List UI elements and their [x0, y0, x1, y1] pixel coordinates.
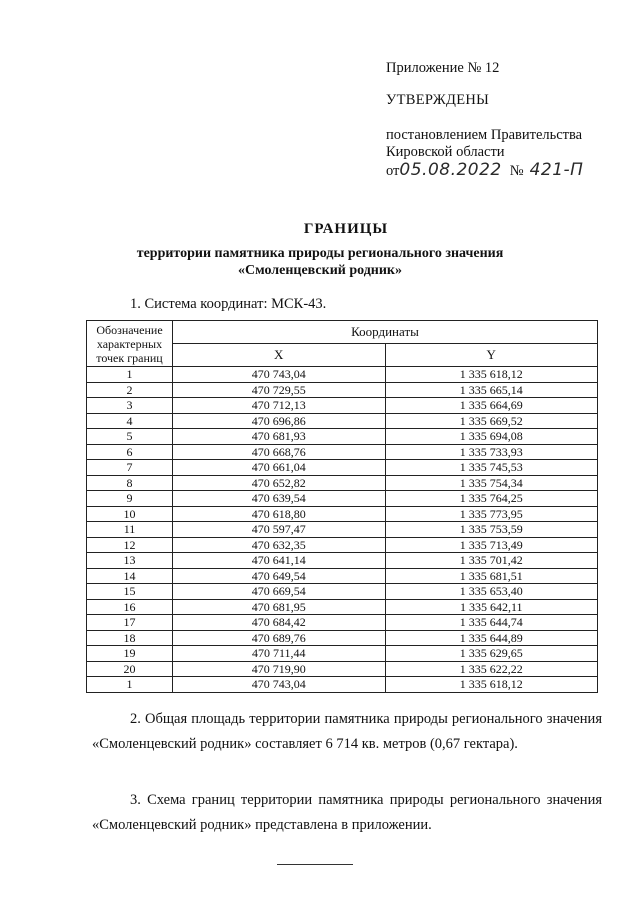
- cell-y: 1 335 664,69: [385, 398, 598, 414]
- table-row: [87, 506, 598, 522]
- table-row: [87, 630, 598, 646]
- cell-y: 1 335 618,12: [385, 367, 598, 383]
- cell-y: 1 335 618,12: [385, 677, 598, 693]
- table-row: [87, 460, 598, 476]
- title-line-1: территории памятника природы регионального значения: [136, 246, 504, 261]
- table-row: [87, 537, 598, 553]
- cell-point: 11: [87, 522, 173, 538]
- table-row: [87, 584, 598, 600]
- cell-x: 470 668,76: [173, 444, 386, 460]
- cell-x: 470 729,55: [173, 382, 386, 398]
- cell-x: 470 618,80: [173, 506, 386, 522]
- cell-x: 470 743,04: [173, 677, 386, 693]
- cell-y: 1 335 701,42: [385, 553, 598, 569]
- cell-y: 1 335 753,59: [385, 522, 598, 538]
- table-row: [87, 382, 598, 398]
- cell-point: 4: [87, 413, 173, 429]
- cell-point: 8: [87, 475, 173, 491]
- cell-point: 2: [87, 382, 173, 398]
- paragraph-area: [92, 707, 602, 757]
- cell-y: 1 335 754,34: [385, 475, 598, 491]
- cell-y: 1 335 622,22: [385, 661, 598, 677]
- cell-x: 470 689,76: [173, 630, 386, 646]
- header-coordinates: Координаты: [173, 321, 598, 344]
- title-main: ГРАНИЦЫ: [303, 221, 389, 237]
- decree-date-number: [386, 162, 626, 180]
- cell-point: 1: [87, 677, 173, 693]
- table-row: [87, 522, 598, 538]
- cell-y: 1 335 681,51: [385, 568, 598, 584]
- coordinates-body: [87, 367, 598, 693]
- table-row: [87, 599, 598, 615]
- cell-y: 1 335 694,08: [385, 429, 598, 445]
- table-row: [87, 568, 598, 584]
- coordinates-table: [86, 320, 598, 693]
- cell-point: 9: [87, 491, 173, 507]
- cell-x: 470 743,04: [173, 367, 386, 383]
- table-row: [87, 398, 598, 414]
- cell-x: 470 669,54: [173, 584, 386, 600]
- cell-y: 1 335 745,53: [385, 460, 598, 476]
- header-designation: Обозначение характерных точек границ: [87, 321, 173, 367]
- cell-y: 1 335 642,11: [385, 599, 598, 615]
- cell-x: 470 684,42: [173, 615, 386, 631]
- cell-y: 1 335 764,25: [385, 491, 598, 507]
- approved-label: УТВЕРЖДЕНЫ: [386, 92, 490, 108]
- handwritten-number: 421-П: [529, 160, 584, 180]
- table-row: [87, 553, 598, 569]
- from-label: от: [386, 163, 400, 179]
- cell-x: 470 652,82: [173, 475, 386, 491]
- paragraph-area-text: 2. Общая площадь территории памятника природы регионального значения «Смоленцевский родник» составляет 6 714 кв. метров (0,67 гектара).: [92, 711, 602, 752]
- cell-x: 470 661,04: [173, 460, 386, 476]
- cell-y: 1 335 644,89: [385, 630, 598, 646]
- cell-point: 12: [87, 537, 173, 553]
- cell-point: 14: [87, 568, 173, 584]
- coordinate-system: 1. Система координат: МСК-43.: [130, 296, 327, 312]
- cell-x: 470 639,54: [173, 491, 386, 507]
- cell-point: 10: [87, 506, 173, 522]
- header-y: Y: [385, 344, 598, 367]
- table-row: [87, 615, 598, 631]
- paragraph-scheme: [92, 788, 602, 838]
- header-x: X: [173, 344, 386, 367]
- table-row: [87, 661, 598, 677]
- cell-x: 470 632,35: [173, 537, 386, 553]
- cell-x: 470 649,54: [173, 568, 386, 584]
- cell-y: 1 335 644,74: [385, 615, 598, 631]
- appendix-label: Приложение № 12: [386, 60, 500, 76]
- cell-x: 470 719,90: [173, 661, 386, 677]
- handwritten-date: 05.08.2022: [399, 160, 502, 180]
- approval-block: [386, 60, 626, 180]
- cell-point: 20: [87, 661, 173, 677]
- cell-point: 16: [87, 599, 173, 615]
- cell-x: 470 696,86: [173, 413, 386, 429]
- cell-y: 1 335 773,95: [385, 506, 598, 522]
- number-sign: №: [509, 163, 524, 179]
- document-title: [0, 221, 640, 279]
- paragraph-scheme-text: 3. Схема границ территории памятника природы регионального значения «Смоленцевский родник» представлена в приложении.: [92, 792, 602, 833]
- cell-point: 7: [87, 460, 173, 476]
- cell-point: 1: [87, 367, 173, 383]
- table-row: [87, 677, 598, 693]
- cell-x: 470 681,95: [173, 599, 386, 615]
- cell-x: 470 711,44: [173, 646, 386, 662]
- cell-x: 470 712,13: [173, 398, 386, 414]
- title-line-2: «Смоленцевский родник»: [237, 263, 402, 278]
- cell-x: 470 641,14: [173, 553, 386, 569]
- cell-y: 1 335 669,52: [385, 413, 598, 429]
- bottom-divider: [277, 864, 353, 865]
- table-row: [87, 444, 598, 460]
- table-row: [87, 413, 598, 429]
- cell-point: 18: [87, 630, 173, 646]
- cell-y: 1 335 629,65: [385, 646, 598, 662]
- cell-point: 5: [87, 429, 173, 445]
- table-row: [87, 475, 598, 491]
- cell-point: 17: [87, 615, 173, 631]
- cell-y: 1 335 665,14: [385, 382, 598, 398]
- cell-x: 470 597,47: [173, 522, 386, 538]
- cell-y: 1 335 733,93: [385, 444, 598, 460]
- cell-point: 15: [87, 584, 173, 600]
- cell-point: 19: [87, 646, 173, 662]
- table-row: [87, 646, 598, 662]
- table-row: [87, 429, 598, 445]
- cell-y: 1 335 653,40: [385, 584, 598, 600]
- cell-point: 6: [87, 444, 173, 460]
- cell-point: 13: [87, 553, 173, 569]
- cell-x: 470 681,93: [173, 429, 386, 445]
- decree-line-1: постановлением Правительства: [386, 127, 583, 143]
- table-row: [87, 367, 598, 383]
- table-row: [87, 491, 598, 507]
- cell-y: 1 335 713,49: [385, 537, 598, 553]
- cell-point: 3: [87, 398, 173, 414]
- decree-line-2: Кировской области: [386, 144, 505, 160]
